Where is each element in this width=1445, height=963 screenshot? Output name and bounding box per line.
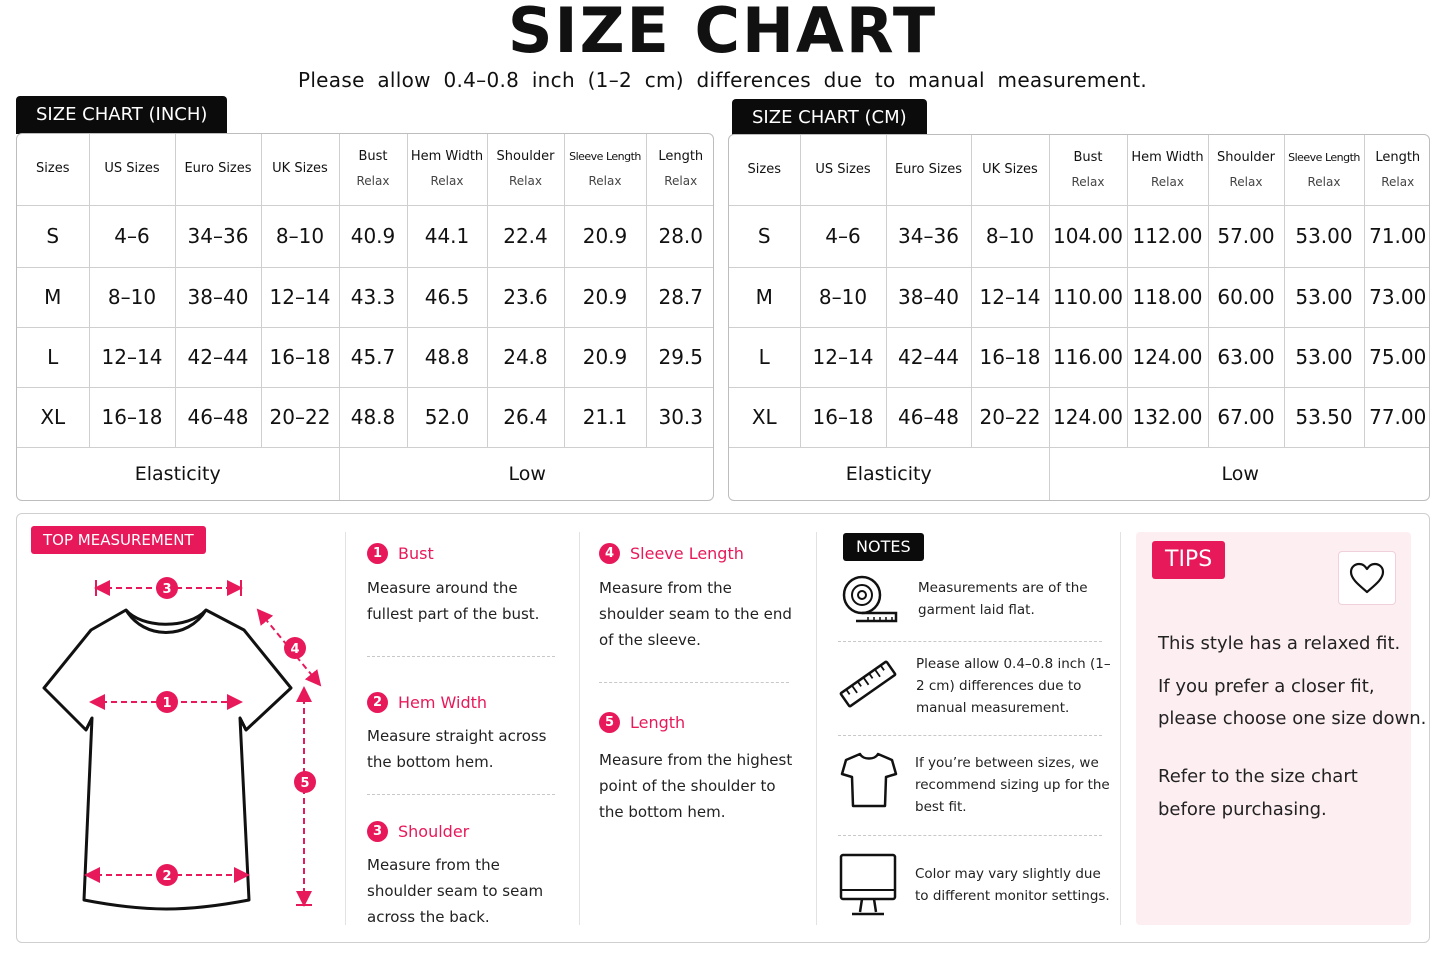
cell: 8–10 xyxy=(89,267,175,327)
ruler-icon xyxy=(838,656,898,712)
diagram-num: 1 xyxy=(162,696,172,711)
cell: 71.00 xyxy=(1364,205,1430,267)
cell: 20.9 xyxy=(564,267,646,327)
cell: 42–44 xyxy=(175,327,261,387)
cell: 16–18 xyxy=(800,387,886,447)
cell: 23.6 xyxy=(487,267,564,327)
cell: 4–6 xyxy=(89,205,175,267)
tshirt-icon xyxy=(840,750,898,810)
divider xyxy=(599,682,789,683)
heart-icon xyxy=(1349,562,1385,594)
length-description: Measure from the highest point of the shoulder to the bottom hem. xyxy=(599,751,793,821)
divider xyxy=(1120,532,1121,925)
cell: 42–44 xyxy=(886,327,971,387)
cell: 57.00 xyxy=(1208,205,1284,267)
diagram-num: 3 xyxy=(162,582,172,597)
cell: 8–10 xyxy=(971,205,1049,267)
cell: 22.4 xyxy=(487,205,564,267)
cell: 53.00 xyxy=(1284,205,1364,267)
cell: 16–18 xyxy=(261,327,339,387)
col-header-sleeve: Sleeve Length Relax xyxy=(1284,135,1364,205)
heart-button[interactable] xyxy=(1338,551,1396,605)
cell: S xyxy=(17,205,89,267)
col-header-uk: UK Sizes xyxy=(971,135,1049,205)
cell: 118.00 xyxy=(1127,267,1208,327)
cm-size-table xyxy=(728,134,1430,501)
cell: 116.00 xyxy=(1049,327,1127,387)
cell: 124.00 xyxy=(1127,327,1208,387)
divider xyxy=(367,656,555,657)
divider xyxy=(838,641,1102,642)
elasticity-value: Low xyxy=(339,447,714,500)
cell: 20–22 xyxy=(261,387,339,447)
cell: 60.00 xyxy=(1208,267,1284,327)
cell: 110.00 xyxy=(1049,267,1127,327)
cell: XL xyxy=(729,387,800,447)
table-row xyxy=(17,267,714,327)
monitor-icon xyxy=(838,852,898,920)
tshirt-measurement-diagram xyxy=(36,570,336,915)
tip-line: If you prefer a closer fit, xyxy=(1158,676,1375,697)
cell: 12–14 xyxy=(971,267,1049,327)
divider xyxy=(345,532,346,925)
tips-tag: TIPS xyxy=(1152,541,1225,579)
cell: 73.00 xyxy=(1364,267,1430,327)
cell: 12–14 xyxy=(89,327,175,387)
cell: 40.9 xyxy=(339,205,407,267)
cell: L xyxy=(17,327,89,387)
top-measurement-tag: TOP MEASUREMENT xyxy=(31,526,206,554)
table-row xyxy=(17,205,714,267)
diagram-num: 5 xyxy=(300,776,310,791)
col-header-bust: Bust Relax xyxy=(1049,135,1127,205)
cell: 16–18 xyxy=(89,387,175,447)
cell: 46–48 xyxy=(175,387,261,447)
cell: 29.5 xyxy=(646,327,714,387)
hem-width-heading: 2 Hem Width xyxy=(367,692,487,713)
cell: 21.1 xyxy=(564,387,646,447)
cell: 30.3 xyxy=(646,387,714,447)
cell: 53.00 xyxy=(1284,267,1364,327)
cell: 48.8 xyxy=(339,387,407,447)
sleeve-length-description: Measure from the shoulder seam to the end of the sleeve. xyxy=(599,579,792,649)
col-header-hem: Hem Width Relax xyxy=(1127,135,1208,205)
cell: 34–36 xyxy=(886,205,971,267)
cell: 112.00 xyxy=(1127,205,1208,267)
diagram-num: 4 xyxy=(290,642,300,657)
inch-size-table xyxy=(16,133,714,501)
cell: 46–48 xyxy=(886,387,971,447)
cell: 24.8 xyxy=(487,327,564,387)
cell: L xyxy=(729,327,800,387)
page-subtitle: Please allow 0.4–0.8 inch (1–2 cm) differences due to manual measurement. xyxy=(297,68,1148,92)
divider xyxy=(367,794,555,795)
cell: 48.8 xyxy=(407,327,487,387)
cell: 44.1 xyxy=(407,205,487,267)
bust-description: Measure around the fullest part of the bust. xyxy=(367,579,540,623)
table-row xyxy=(729,327,1430,387)
cell: 26.4 xyxy=(487,387,564,447)
tip-line: before purchasing. xyxy=(1158,799,1327,820)
cell: 20.9 xyxy=(564,327,646,387)
cell: 45.7 xyxy=(339,327,407,387)
hem-width-description: Measure straight across the bottom hem. xyxy=(367,727,547,771)
col-header-shoulder: Shoulder Relax xyxy=(1208,135,1284,205)
cell: 53.50 xyxy=(1284,387,1364,447)
page-title: SIZE CHART xyxy=(507,0,938,67)
divider xyxy=(838,835,1102,836)
cell: 52.0 xyxy=(407,387,487,447)
measuring-tape-icon xyxy=(840,573,900,625)
col-header-euro: Euro Sizes xyxy=(175,134,261,205)
cell: M xyxy=(17,267,89,327)
table-row xyxy=(729,205,1430,267)
tip-line: Refer to the size chart xyxy=(1158,766,1358,787)
cell: 8–10 xyxy=(261,205,339,267)
notes-tag: NOTES xyxy=(843,533,924,561)
cell: M xyxy=(729,267,800,327)
tip-line: This style has a relaxed fit. xyxy=(1158,633,1401,654)
tab-cm: SIZE CHART (CM) xyxy=(732,99,927,137)
cell: XL xyxy=(17,387,89,447)
cell: 75.00 xyxy=(1364,327,1430,387)
cell: 132.00 xyxy=(1127,387,1208,447)
cell: 53.00 xyxy=(1284,327,1364,387)
elasticity-value: Low xyxy=(1049,447,1430,500)
col-header-sizes: Sizes xyxy=(729,135,800,205)
cell: 28.0 xyxy=(646,205,714,267)
length-heading: 5 Length xyxy=(599,712,685,733)
cell: 43.3 xyxy=(339,267,407,327)
col-header-us: US Sizes xyxy=(89,134,175,205)
cell: 12–14 xyxy=(261,267,339,327)
shoulder-heading: 3 Shoulder xyxy=(367,821,469,842)
table-row xyxy=(729,267,1430,327)
cell: 4–6 xyxy=(800,205,886,267)
note-text: Please allow 0.4–0.8 inch (1–2 cm) differences due to manual measurement. xyxy=(916,656,1111,716)
elasticity-label: Elasticity xyxy=(729,447,1049,500)
elasticity-label: Elasticity xyxy=(17,447,339,500)
diagram-num: 2 xyxy=(162,869,172,884)
col-header-euro: Euro Sizes xyxy=(886,135,971,205)
cell: 28.7 xyxy=(646,267,714,327)
cell: 104.00 xyxy=(1049,205,1127,267)
cell: 8–10 xyxy=(800,267,886,327)
col-header-length: Length Relax xyxy=(1364,135,1430,205)
cell: 38–40 xyxy=(886,267,971,327)
shoulder-description: Measure from the shoulder seam to seam across the back. xyxy=(367,856,544,926)
cell: 34–36 xyxy=(175,205,261,267)
table-row xyxy=(17,327,714,387)
divider xyxy=(838,735,1102,736)
cell: 63.00 xyxy=(1208,327,1284,387)
elasticity-row xyxy=(17,447,714,500)
cell: 20.9 xyxy=(564,205,646,267)
tab-inch: SIZE CHART (INCH) xyxy=(16,96,227,134)
col-header-shoulder: Shoulder Relax xyxy=(487,134,564,205)
note-text: Color may vary slightly due to different monitor settings. xyxy=(915,866,1110,904)
table-row xyxy=(17,387,714,447)
cell: 16–18 xyxy=(971,327,1049,387)
divider xyxy=(816,532,817,925)
divider xyxy=(579,532,580,925)
col-header-sizes: Sizes xyxy=(17,134,89,205)
cell: 20–22 xyxy=(971,387,1049,447)
col-header-bust: Bust Relax xyxy=(339,134,407,205)
col-header-uk: UK Sizes xyxy=(261,134,339,205)
col-header-length: Length Relax xyxy=(646,134,714,205)
cell: 77.00 xyxy=(1364,387,1430,447)
cell: S xyxy=(729,205,800,267)
cell: 46.5 xyxy=(407,267,487,327)
tip-line: please choose one size down. xyxy=(1158,708,1427,729)
note-text: If you’re between sizes, we recommend sizing up for the best fit. xyxy=(915,755,1110,815)
col-header-sleeve: Sleeve Length Relax xyxy=(564,134,646,205)
sleeve-length-heading: 4 Sleeve Length xyxy=(599,543,744,564)
bust-heading: 1 Bust xyxy=(367,543,434,564)
col-header-us: US Sizes xyxy=(800,135,886,205)
table-row xyxy=(729,387,1430,447)
cell: 12–14 xyxy=(800,327,886,387)
elasticity-row xyxy=(729,447,1430,500)
col-header-hem: Hem Width Relax xyxy=(407,134,487,205)
cell: 67.00 xyxy=(1208,387,1284,447)
cell: 124.00 xyxy=(1049,387,1127,447)
cell: 38–40 xyxy=(175,267,261,327)
note-text: Measurements are of the garment laid flat. xyxy=(918,580,1088,618)
